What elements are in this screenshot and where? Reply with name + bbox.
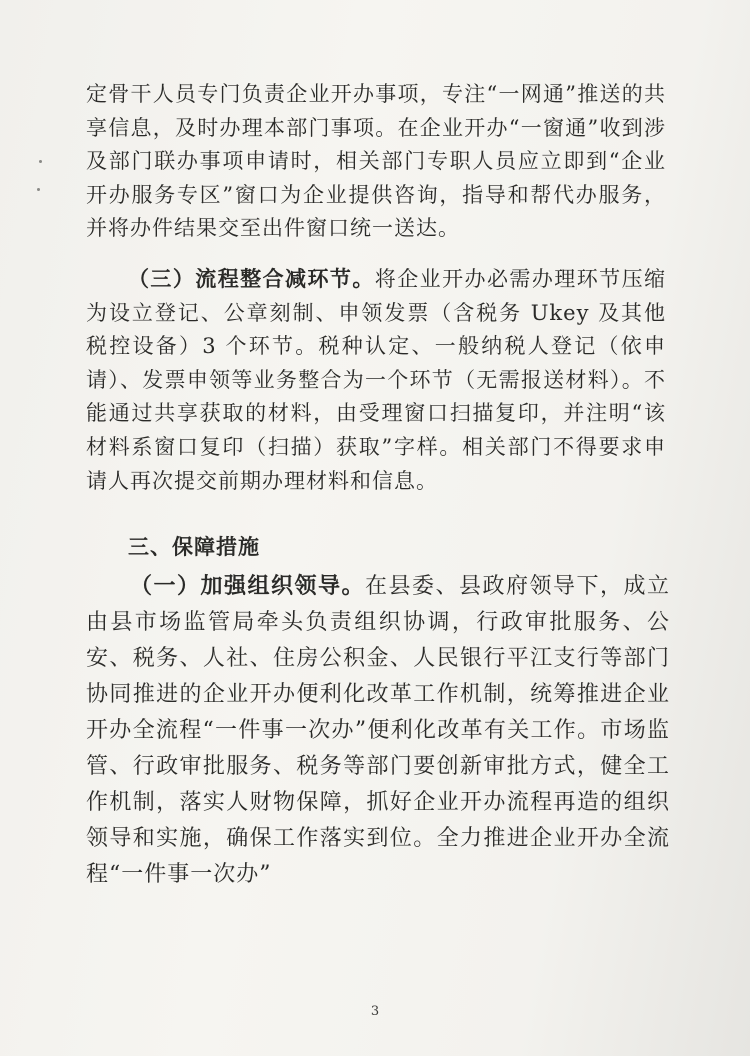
paragraph-lead: （一）加强组织领导。: [130, 573, 365, 599]
paragraph-process-integration: [86, 262, 666, 498]
page-number: 3: [370, 1004, 380, 1019]
paragraph-continuation: 定骨干人员专门负责企业开办事项，专注“一网通”推送的共享信息，及时办理本部门事项。在企业开办“一窗通”收到涉及部门联办事项申请时，相关部门专职人员应立即到“企业开办服务专区”窗口为企业提供咨询，指导和帮代办服务，并将办件结果交至出件窗口统一送达。: [86, 82, 666, 241]
paragraph-organization-leadership: [86, 568, 670, 893]
paragraph-body: 将企业开办必需办理环节压缩为设立登记、公章刻制、申领发票（含税务 Ukey 及其他税控设备）3 个环节。税种认定、一般纳税人登记（依申请）、发票申领等业务整合为一个环节（无需报送材料）。不能通过共享获取的材料，由受理窗口扫描复印，并注明“该材料系窗口复印（扫描）获取”字样。相关部门不得要求申请人再次提交前期办理材料和信息。: [86, 267, 667, 493]
scan-speck: [37, 188, 40, 191]
scan-speck: [39, 160, 42, 163]
section-heading: 三、保障措施: [128, 535, 260, 559]
paragraph-lead: （三）流程整合减环节。: [128, 266, 375, 291]
paragraph-body: 在县委、县政府领导下，成立由县市场监管局牵头负责组织协调，行政审批服务、公安、税务、人社、住房公积金、人民银行平江支行等部门协同推进的企业开办便利化改革工作机制，统筹推进企业开办全流程“一件事一次办”便利化改革有关工作。市场监管、行政审批服务、税务等部门要创新审批方式，健全工作机制，落实人财物保障，抓好企业开办流程再造的组织领导和实施，确保工作落实到位。全力推进企业开办全流程“一件事一次办”: [86, 574, 670, 887]
